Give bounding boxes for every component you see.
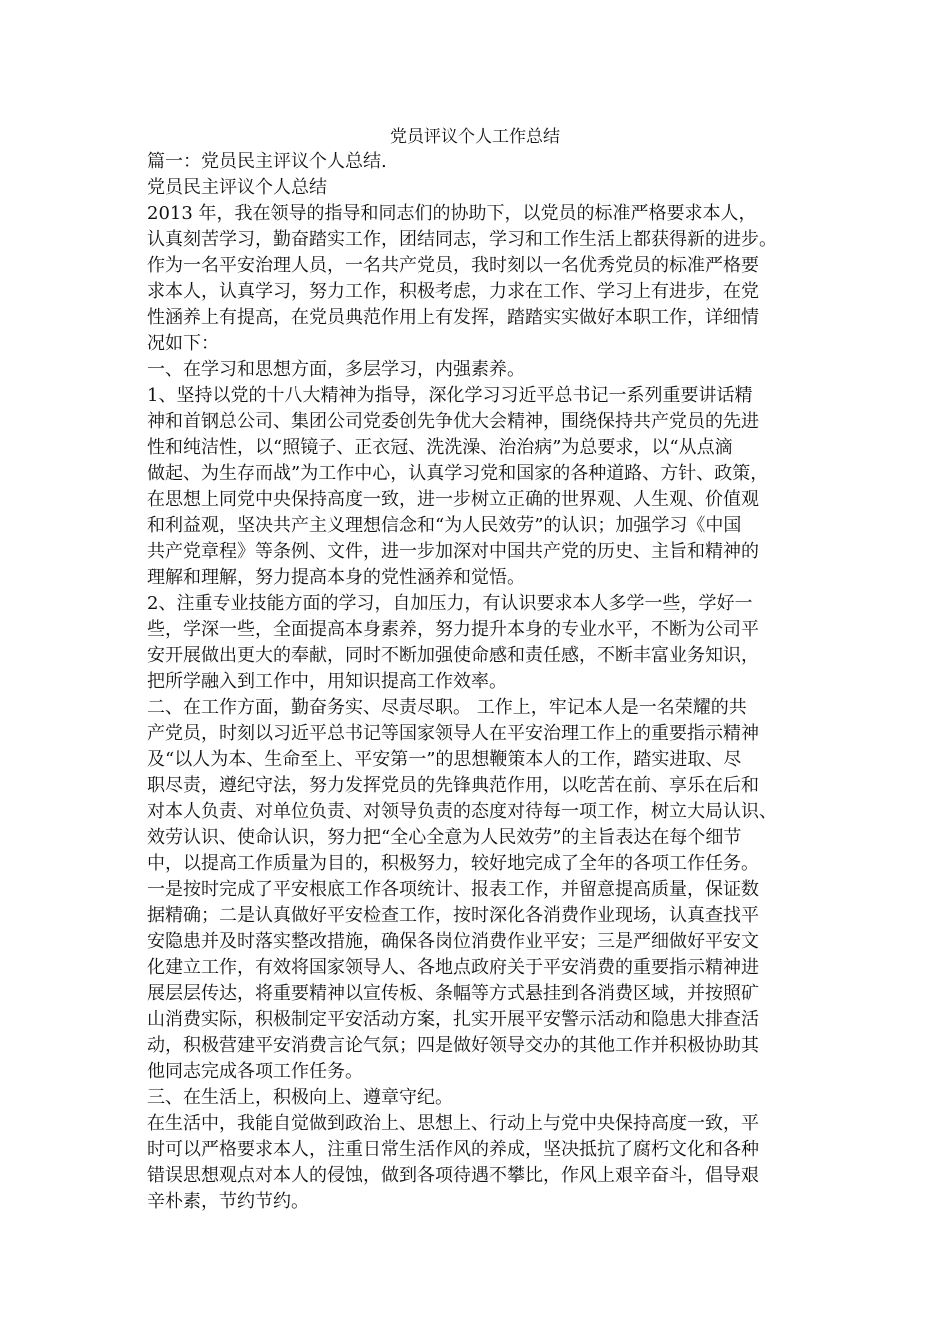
text-line: 中，以提高工作质量为目的，积极努力，较好地完成了全年的各项工作任务。 [147,853,759,874]
text-line: 他同志完成各项工作任务。 [147,1061,363,1082]
text-line: 和利益观，坚决共产主义理想信念和“为人民效劳”的认识；加强学习《中国 [147,515,742,536]
text-line: 在生活中，我能自觉做到政治上、思想上、行动上与党中央保持高度一致，平 [147,1113,759,1134]
text-line: 化建立工作，有效将国家领导人、各地点政府关于平安消费的重要指示精神进 [147,957,759,978]
text-line: 2、注重专业技能方面的学习，自加压力，有认识要求本人多学一些，学好一 [147,593,753,614]
text-line: 性涵养上有提高，在党员典范作用上有发挥，踏踏实实做好本职工作，详细情 [147,307,759,328]
text-line: 动，积极营建平安消费言论气氛；四是做好领导交办的其他工作并积极协助其 [147,1035,759,1056]
text-line: 共产党章程》等条例、文件，进一步加深对中国共产党的历史、主旨和精神的 [147,541,759,562]
text-line: 错误思想观点对本人的侵蚀，做到各项待遇不攀比，作风上艰辛奋斗，倡导艰 [147,1165,759,1186]
text-line: 辛朴素，节约节约。 [147,1191,309,1212]
document-body [147,149,807,1215]
text-line: 作为一名平安治理人员，一名共产党员，我时刻以一名优秀党员的标准严格要 [147,255,759,276]
text-line: 据精确；二是认真做好平安检查工作，按时深化各消费作业现场，认真查找平 [147,905,759,926]
text-line: 篇一：党员民主评议个人总结. [147,151,387,172]
text-line: 性和纯洁性，以“照镜子、正衣冠、洗洗澡、治治病”为总要求，以“从点滴 [147,437,733,458]
text-line: 三、在生活上，积极向上、遵章守纪。 [147,1087,453,1108]
text-line: 二、在工作方面，勤奋务实、尽责尽职。 工作上，牢记本人是一名荣耀的共 [147,697,747,718]
text-line: 一、在学习和思想方面，多层学习，内强素养。 [147,359,525,380]
text-line: 一是按时完成了平安根底工作各项统计、报表工作，并留意提高质量，保证数 [147,879,759,900]
text-line: 对本人负责、对单位负责、对领导负责的态度对待每一项工作，树立大局认识、 [147,801,777,822]
text-line: 在思想上同党中央保持高度一致，进一步树立正确的世界观、人生观、价值观 [147,489,759,510]
text-line: 1、坚持以党的十八大精神为指导，深化学习习近平总书记一系列重要讲话精 [147,385,753,406]
text-line: 些，学深一些，全面提高本身素养，努力提升本身的专业水平，不断为公司平 [147,619,759,640]
text-line: 求本人，认真学习，努力工作，积极考虑，力求在工作、学习上有进步，在党 [147,281,759,302]
text-line: 把所学融入到工作中，用知识提高工作效率。 [147,671,507,692]
text-line: 2013 年，我在领导的指导和同志们的协助下，以党员的标准严格要求本人， [147,203,757,224]
text-line: 产党员，时刻以习近平总书记等国家领导人在平安治理工作上的重要指示精神 [147,723,759,744]
text-line: 做起、为生存而战”为工作中心，认真学习党和国家的各种道路、方针、政策， [147,463,769,484]
text-line: 及“以人为本、生命至上、平安第一”的思想鞭策本人的工作，踏实进取、尽 [147,749,742,770]
text-line: 山消费实际，积极制定平安活动方案，扎实开展平安警示活动和隐患大排查活 [147,1009,759,1030]
text-line: 认真刻苦学习，勤奋踏实工作，团结同志，学习和工作生活上都获得新的进步。 [147,229,777,250]
text-line: 党员民主评议个人总结 [147,177,327,198]
text-line: 效劳认识、使命认识，努力把“全心全意为人民效劳”的主旨表达在每个细节 [147,827,742,848]
text-line: 神和首钢总公司、集团公司党委创先争优大会精神，围绕保持共产党员的先进 [147,411,759,432]
text-line: 职尽责，遵纪守法，努力发挥党员的先锋典范作用，以吃苦在前、享乐在后和 [147,775,759,796]
text-line: 理解和理解，努力提高本身的党性涵养和觉悟。 [147,567,525,588]
document-title: 党员评议个人工作总结 [390,127,560,147]
text-line: 况如下： [147,333,219,354]
text-line: 安开展做出更大的奉献，同时不断加强使命感和责任感，不断丰富业务知识， [147,645,759,666]
text-line: 展层层传达，将重要精神以宣传板、条幅等方式悬挂到各消费区域，并按照矿 [147,983,759,1004]
text-line: 安隐患并及时落实整改措施，确保各岗位消费作业平安；三是严细做好平安文 [147,931,759,952]
text-line: 时可以严格要求本人，注重日常生活作风的养成，坚决抵抗了腐朽文化和各种 [147,1139,759,1160]
